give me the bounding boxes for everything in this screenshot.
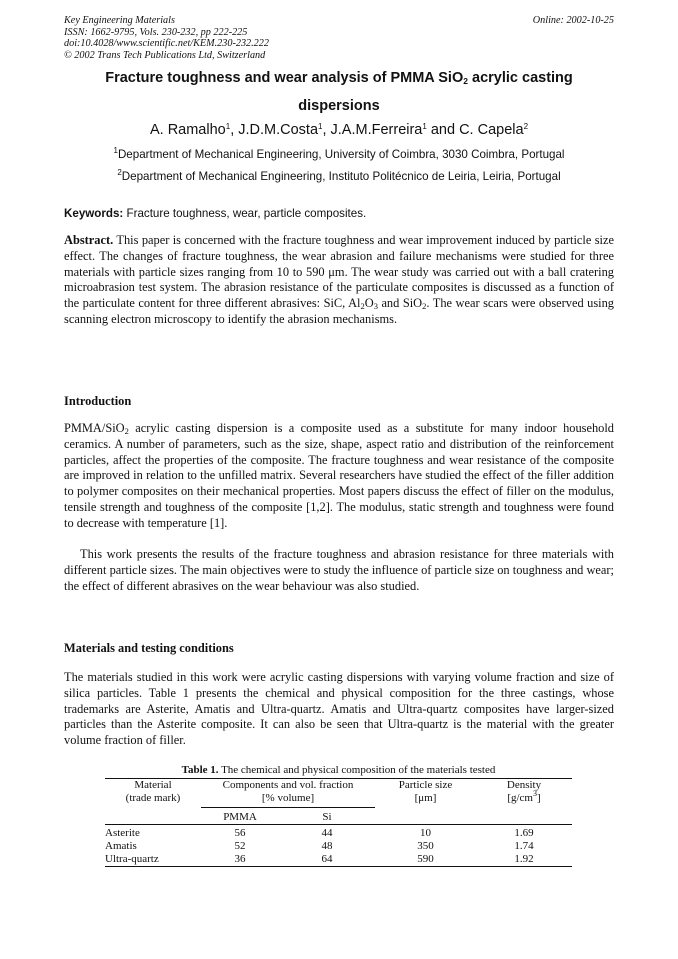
author-name: , J.D.M.Costa <box>230 122 319 138</box>
journal-name: Key Engineering Materials <box>64 15 175 26</box>
journal-copyright: © 2002 Trans Tech Publications Ltd, Switzerland <box>64 49 266 61</box>
header-cell-text: Material <box>134 779 172 791</box>
subheader-pmma: PMMA <box>201 808 279 825</box>
paragraph-text: acrylic casting dispersion is a composite used as a substitute for many indoor household ceramics. A number of parameters, such as the size, shape, aspect ratio and distribution of the reinforcement particles, affect the properties of the composite. The fracture toughness and wear resistance of the composite are improved in relation to the unfilled matrix. Several researchers have studied the effect of the filler addition to polymer composites on their mechanical properties. Most papers discuss the effect of filler on the modulus, tensile strength and toughness of the composite [1,2]. The modulus, static strength and toughness were found to decrease with temperature [1]. <box>64 421 614 530</box>
cell-si: 44 <box>321 827 333 839</box>
materials-paragraph-1: The materials studied in this work were acrylic casting dispersions with varying volume fraction and size of silica particles. Table 1 presents the chemical and physical composition for the three castings, whose trademarks are Asterite, Amatis and Ultra-quartz. Amatis and Ultra-quartz composites have larger-sized particles than the Asterite composite. It can also be seen that Ultra-quartz is the material with the greater volume fraction of filler. <box>64 670 614 748</box>
journal-header <box>64 15 464 61</box>
cell-pmma: 56 <box>234 827 246 839</box>
keywords-text: Fracture toughness, wear, particle composites. <box>123 207 367 220</box>
abstract-label: Abstract. <box>64 233 114 247</box>
cell-pmma: 52 <box>234 840 246 852</box>
journal-issn: ISSN: 1662-9795, Vols. 230-232, pp 222-225 <box>64 26 248 38</box>
author-name: , J.A.M.Ferreira <box>322 122 423 138</box>
cell-particle-size: 350 <box>417 840 434 852</box>
subheader-empty <box>375 808 476 825</box>
affiliation-mark: 2 <box>117 168 122 177</box>
cell-density: 1.74 <box>514 840 534 852</box>
title-text: Fracture toughness and wear analysis of PMMA SiO <box>105 70 464 86</box>
subheader-empty <box>476 808 572 825</box>
author-name: and C. Capela <box>426 122 524 138</box>
table-row <box>105 825 572 841</box>
table-row <box>105 853 572 867</box>
title-subscript: 2 <box>463 76 468 86</box>
keywords <box>64 206 614 222</box>
introduction-paragraph-2: This work presents the results of the fracture toughness and abrasion resistance for three materials with different particle sizes. The main objectives were to study the influence of particle size on toughness and wear; the effect of different abrasives on the wear behaviour was also studied. <box>64 547 614 593</box>
affiliation-1 <box>64 147 614 163</box>
header-cell-text: [g/cm <box>507 792 533 804</box>
subscript: 3 <box>373 301 378 312</box>
subscript: 2 <box>422 301 427 312</box>
paper-title <box>64 64 614 120</box>
cell-material: Asterite <box>105 827 140 839</box>
cell-si: 48 <box>321 840 333 852</box>
affiliation-text: Department of Mechanical Engineering, Instituto Politécnico de Leiria, Leiria, Portugal <box>121 170 561 183</box>
header-cell-text: ] <box>537 792 541 804</box>
affiliation-text: Department of Mechanical Engineering, University of Coimbra, 3030 Coimbra, Portugal <box>117 148 565 161</box>
cell-si: 64 <box>279 853 375 867</box>
abstract-text: O <box>364 296 374 311</box>
online-date: Online: 2002-10-25 <box>532 15 614 26</box>
cell-pmma: 36 <box>201 853 279 867</box>
header-cell-text: Components and vol. fraction <box>222 779 354 791</box>
header-density <box>476 779 572 808</box>
affiliation-mark: 1 <box>113 146 118 155</box>
cell-density: 1.92 <box>476 853 572 867</box>
introduction-paragraph-1 <box>64 421 614 532</box>
abstract-text: . The wear scars were observed using scanning electron microscopy to identify the abrasion mechanisms. <box>64 296 615 326</box>
header-cell-text: [% volume] <box>261 792 315 804</box>
subheader-si: Si <box>279 808 375 825</box>
author-affil-mark: 2 <box>523 122 529 131</box>
subscript: 2 <box>124 426 129 436</box>
abstract-text: and SiO <box>377 296 423 311</box>
table-caption-label: Table 1. <box>181 764 219 776</box>
header-cell-text: (trade mark) <box>125 792 181 804</box>
subscript: 2 <box>360 301 365 312</box>
affiliation-2 <box>64 169 614 185</box>
author-list <box>64 120 614 140</box>
cell-density: 1.69 <box>514 827 534 839</box>
title-text-end: acrylic casting dispersions <box>298 70 573 114</box>
table-caption-text: The chemical and physical composition of the materials tested <box>218 764 496 776</box>
table-subheader-row <box>105 808 572 825</box>
header-cell-text <box>476 789 572 805</box>
introduction-heading: Introduction <box>64 394 132 408</box>
keywords-label: Keywords: <box>64 207 124 220</box>
header-cell-text: Density <box>506 779 542 791</box>
table-header-row <box>105 779 572 808</box>
superscript: 3 <box>533 789 537 798</box>
cell-material: Ultra-quartz <box>105 853 201 867</box>
header-cell-text: Particle size <box>398 779 453 791</box>
cell-particle-size: 590 <box>375 853 476 867</box>
paragraph-text: PMMA/SiO <box>64 421 125 435</box>
author-affil-mark: 1 <box>422 122 427 131</box>
author-affil-mark: 1 <box>225 122 231 131</box>
author-name: A. Ramalho <box>149 122 226 138</box>
materials-heading: Materials and testing conditions <box>64 641 234 655</box>
author-affil-mark: 1 <box>318 122 323 131</box>
subheader-empty <box>105 808 201 825</box>
cell-material: Amatis <box>105 840 137 852</box>
composition-table <box>105 778 572 867</box>
cell-particle-size: 10 <box>420 827 431 839</box>
journal-doi[interactable]: doi:10.4028/www.scientific.net/KEM.230-232.222 <box>64 38 269 50</box>
header-components <box>201 779 375 808</box>
header-particle-size <box>375 779 476 808</box>
abstract-text: This paper is concerned with the fracture toughness and wear improvement induced by particle size effect. The changes of fracture toughness, the wear abrasion and failure mechanisms were studied for three materials with particle sizes ranging from 10 to 590 μm. The wear study was carried out with a ball cratering microabrasion test system. The abrasion resistance of the particulate composites is discussed as a function of the particulate content for three different abrasives: SiC, Al <box>64 233 614 311</box>
header-cell-text: [μm] <box>414 792 437 804</box>
table-caption <box>105 764 572 777</box>
header-material <box>105 779 201 808</box>
table-row <box>105 840 572 853</box>
abstract <box>64 233 614 328</box>
